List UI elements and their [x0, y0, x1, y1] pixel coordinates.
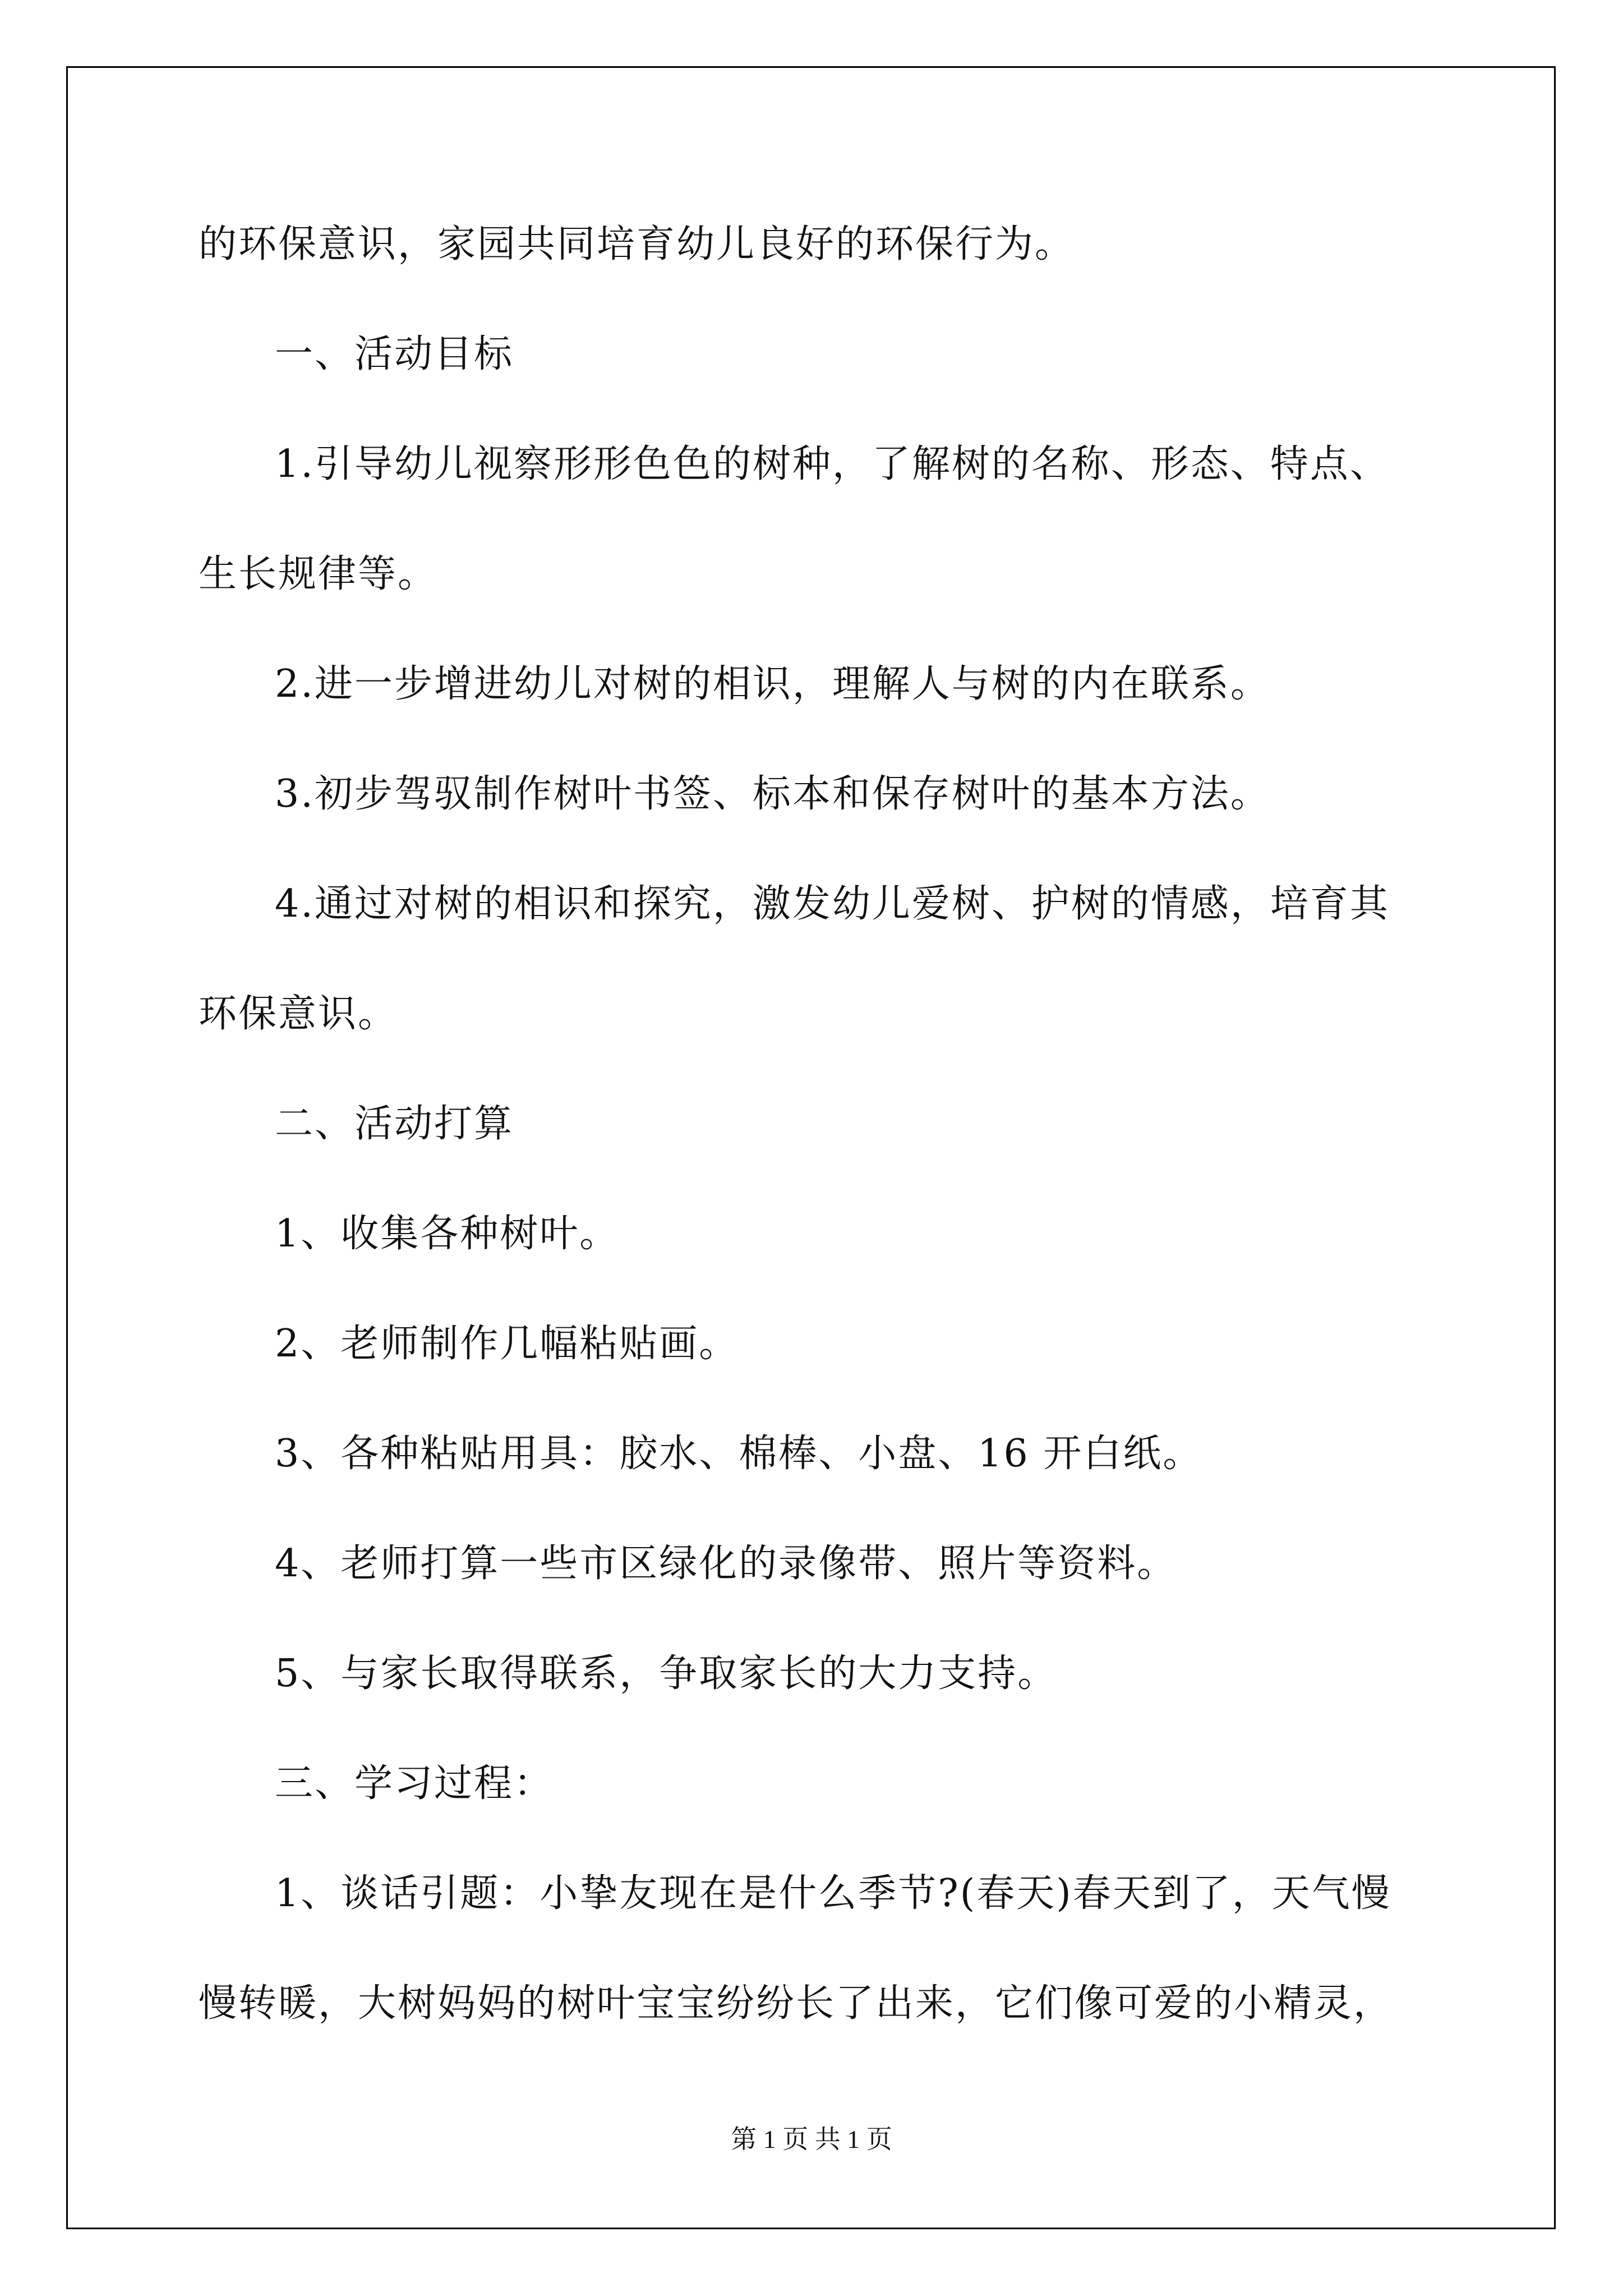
prep-4: 4、老师打算一些市区绿化的录像带、照片等资料。: [275, 1542, 1177, 1586]
goal-1-line-2: 生长规律等。: [199, 552, 438, 596]
goal-4-line-1: 4.通过对树的相识和探究，激发幼儿爱树、护树的情感，培育其: [275, 882, 1390, 926]
process-1-line-2: 慢转暖，大树妈妈的树叶宝宝纷纷长了出来，它们像可爱的小精灵，: [199, 1981, 1394, 2026]
goal-1-line-1: 1.引导幼儿视察形形色色的树种，了解树的名称、形态、特点、: [275, 442, 1390, 486]
goal-2: 2.进一步增进幼儿对树的相识，理解人与树的内在联系。: [275, 662, 1270, 706]
prep-3: 3、各种粘贴用具：胶水、棉棒、小盘、16 开白纸。: [275, 1432, 1203, 1476]
text-line-1: 的环保意识，家园共同培育幼儿良好的环保行为。: [199, 222, 1075, 266]
goal-4-line-2: 环保意识。: [199, 992, 398, 1036]
process-1-line-1: 1、谈话引题：小挚友现在是什么季节?(春天)春天到了，天气慢: [275, 1871, 1391, 1916]
page-number-footer: 第 1 页 共 1 页: [731, 2125, 892, 2154]
prep-2: 2、老师制作几幅粘贴画。: [275, 1322, 739, 1366]
section-heading-preparation: 二、活动打算: [275, 1102, 514, 1146]
section-heading-process: 三、学习过程：: [275, 1761, 554, 1806]
document-body: [199, 211, 1438, 2080]
prep-1: 1、收集各种树叶。: [275, 1212, 620, 1256]
section-heading-goals: 一、活动目标: [275, 332, 514, 376]
goal-3: 3.初步驾驭制作树叶书签、标本和保存树叶的基本方法。: [275, 772, 1270, 816]
prep-5: 5、与家长取得联系，争取家长的大力支持。: [275, 1651, 1058, 1696]
